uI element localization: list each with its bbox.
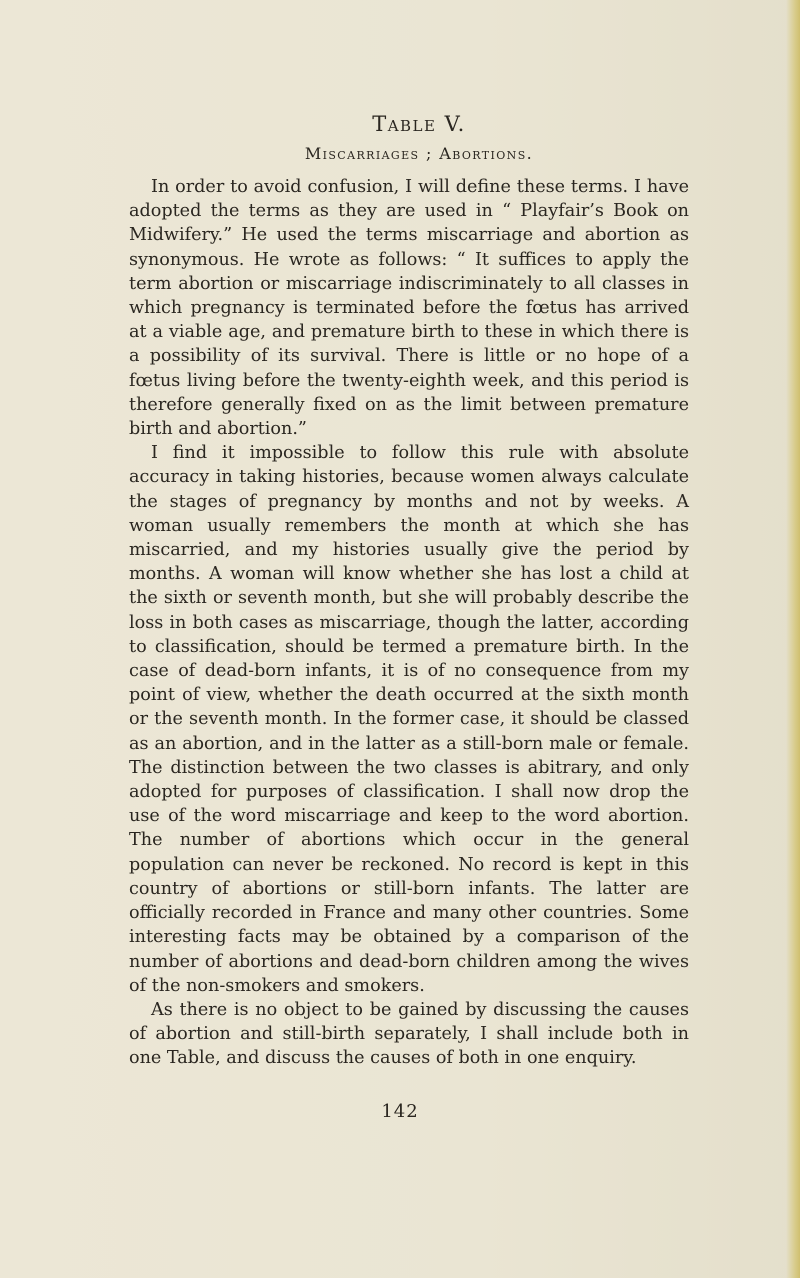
page-content	[129, 112, 689, 1071]
paragraph-definitions: In order to avoid confusion, I will define these terms. I have adopted the terms as they are used in “ Playfair’s Book on Midwifery.” He used the terms miscarriage and abortion as synonymous. He wrote as follows: “ It suffices to apply the term abortion or miscarriage indiscriminately to all classes in which pregnancy is terminated before the fœtus has arrived at a viable age, and premature birth to these in which there is a possibility of its survival. There is little or no hope of a fœtus living before the twenty-eighth week, and this period is therefore generally fixed on as the limit between premature birth and abortion.”	[129, 177, 689, 440]
table-heading: Table V.	[372, 112, 466, 136]
page-number: 142	[381, 1101, 419, 1122]
paragraph-conclusion: As there is no object to be gained by discussing the causes of abortion and still-birth separately, I shall include both in one Table, and discuss the causes of both in one enquiry.	[129, 999, 689, 1069]
paragraph-histories: I find it impossible to follow this rule with absolute accuracy in taking histories, because women always calculate the stages of pregnancy by months and not by weeks. A woman usually remembers the month at which she has miscarried, and my histories usually give the period by months. A woman will know whether she has lost a child at the sixth or seventh month, but she will probably describe the loss in both cases as miscarriage, though the latter, according to classification, should be termed a premature birth. In the case of dead-born infants, it is of no consequence from my point of view, whether the death occurred at the sixth month or the seventh month. In the former case, it should be classed as an abortion, and in the latter as a still-born male or female. The distinction between the two classes is abitrary, and only adopted for purposes of classification. I shall now drop the use of the word miscarriage and keep to the word abortion. The number of abortions which occur in the general population can never be reckoned. No record is kept in this country of abortions or still-born infants. The latter are officially recorded in France and many other countries. Some interesting facts may be obtained by a comparison of the number of abortions and dead-born children among the wives of the non-smokers and smokers.	[129, 443, 689, 996]
section-title: Miscarriages ; Abortions.	[304, 144, 534, 163]
page-edge	[786, 0, 800, 1278]
